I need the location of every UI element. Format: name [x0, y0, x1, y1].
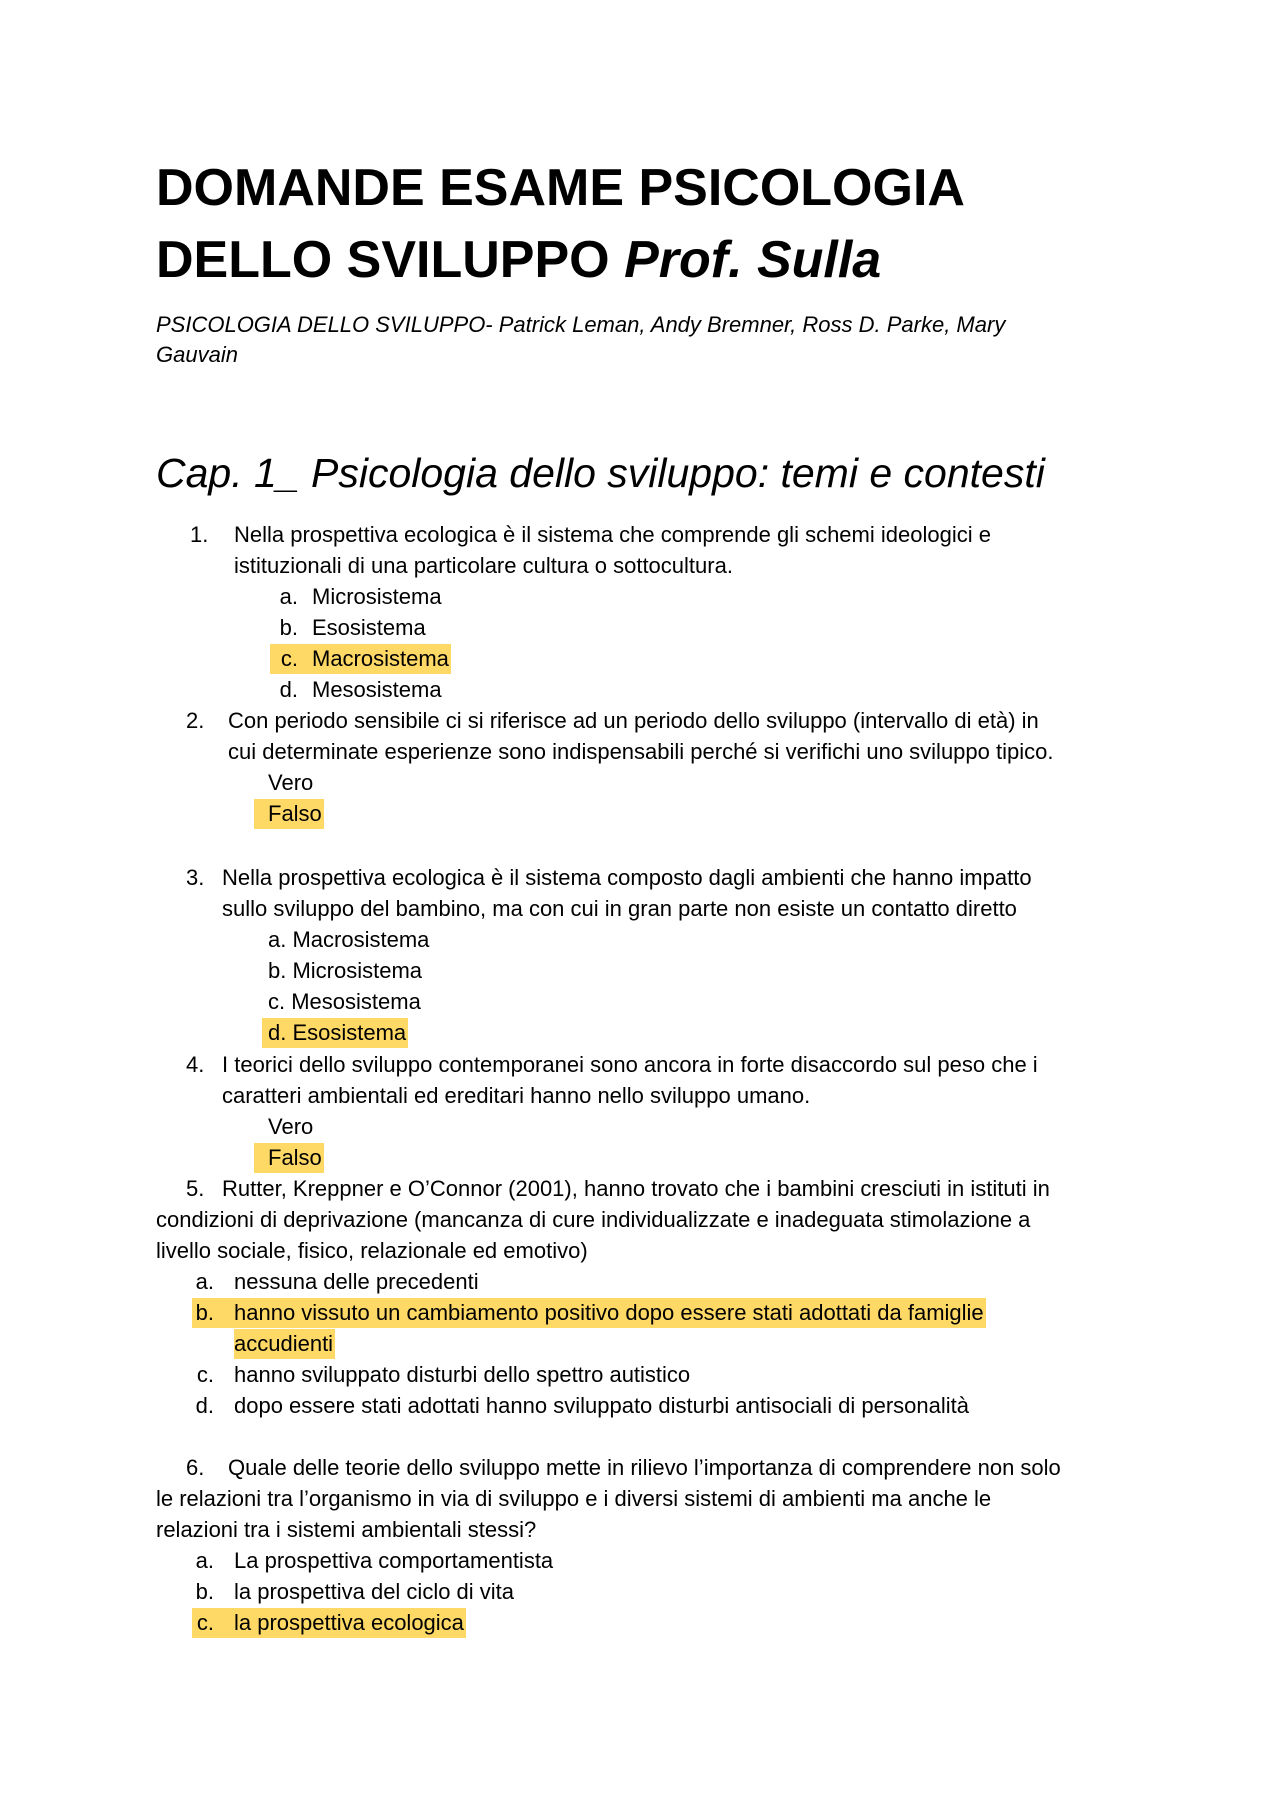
q3-text-line2: sullo sviluppo del bambino, ma con cui in gran parte non esiste un contatto diretto — [222, 896, 1017, 921]
q6-option-b: b. la prospettiva del ciclo di vita — [195, 1579, 515, 1604]
q5-option-b-correct: b. hanno vissuto un cambiamento positivo dopo essere stati adottati da famiglie — [192, 1298, 986, 1328]
q2-number: 2. — [186, 708, 205, 733]
q5-text-line3: livello sociale, fisico, relazionale ed emotivo) — [156, 1238, 588, 1263]
q1-number: 1. — [190, 522, 209, 547]
q6-option-a: a. La prospettiva comportamentista — [195, 1548, 554, 1573]
chapter-heading: Cap. 1_ Psicologia dello sviluppo: temi e contesti — [156, 450, 1045, 496]
book-reference-line1: PSICOLOGIA DELLO SVILUPPO- Patrick Leman, Andy Bremner, Ross D. Parke, Mary — [156, 312, 1006, 337]
doc-title-line1: DOMANDE ESAME PSICOLOGIA — [156, 159, 965, 217]
q6-option-c-correct: c. la prospettiva ecologica — [192, 1608, 466, 1638]
q2-text-line2: cui determinate esperienze sono indispensabili perché si verifichi uno sviluppo tipico. — [228, 739, 1054, 764]
q1-text-line2: istituzionali di una particolare cultura o sottocultura. — [234, 553, 733, 578]
q3-option-c: c. Mesosistema — [268, 989, 421, 1014]
q6-text-line2: le relazioni tra l’organismo in via di sviluppo e i diversi sistemi di ambienti ma anche le — [156, 1486, 992, 1511]
q6-text-line1: Quale delle teorie dello sviluppo mette in rilievo l’importanza di comprendere non solo — [228, 1455, 1061, 1480]
q5-text-line2: condizioni di deprivazione (mancanza di cure individualizzate e inadeguata stimolazione a — [156, 1207, 1031, 1232]
doc-title-professor: Prof. Sulla — [624, 231, 882, 289]
q5-number: 5. — [186, 1176, 205, 1201]
q6-number: 6. — [186, 1455, 205, 1480]
q1-option-b: b. Esosistema — [279, 615, 426, 640]
q5-option-b-correct-continued: accudienti — [234, 1329, 335, 1359]
q3-option-a: a. Macrosistema — [268, 927, 430, 952]
q5-option-d: d. dopo essere stati adottati hanno sviluppato disturbi antisociali di personalità — [195, 1393, 970, 1418]
q1-option-d: d. Mesosistema — [279, 677, 442, 702]
q4-option-false-correct: Falso — [254, 1143, 324, 1173]
q4-text-line2: caratteri ambientali ed ereditari hanno nello sviluppo umano. — [222, 1083, 811, 1108]
q3-option-d-correct: d. Esosistema — [262, 1018, 408, 1048]
doc-title-line2 — [156, 230, 881, 290]
q3-text-line1: Nella prospettiva ecologica è il sistema composto dagli ambienti che hanno impatto — [222, 865, 1032, 890]
q2-option-false-correct: Falso — [254, 799, 324, 829]
doc-title-main: DELLO SVILUPPO — [156, 231, 625, 289]
q5-option-c: c. hanno sviluppato disturbi dello spettro autistico — [196, 1362, 691, 1387]
q3-option-b: b. Microsistema — [268, 958, 423, 983]
q5-text-line1: Rutter, Kreppner e O’Connor (2001), hanno trovato che i bambini cresciuti in istituti in — [222, 1176, 1050, 1201]
q1-text-line1: Nella prospettiva ecologica è il sistema che comprende gli schemi ideologici e — [234, 522, 991, 547]
q2-text-line1: Con periodo sensibile ci si riferisce ad un periodo dello sviluppo (intervallo di età) in — [228, 708, 1039, 733]
q4-number: 4. — [186, 1052, 205, 1077]
q6-text-line3: relazioni tra i sistemi ambientali stessi? — [156, 1517, 537, 1542]
q2-option-true: Vero — [268, 770, 314, 795]
book-reference-line2: Gauvain — [156, 342, 238, 367]
q1-option-a: a. Microsistema — [279, 584, 442, 609]
q1-option-c-correct: c. Macrosistema — [270, 644, 451, 674]
q3-number: 3. — [186, 865, 205, 890]
q4-text-line1: I teorici dello sviluppo contemporanei sono ancora in forte disaccordo sul peso che i — [222, 1052, 1038, 1077]
q5-option-a: a. nessuna delle precedenti — [195, 1269, 479, 1294]
q4-option-true: Vero — [268, 1114, 314, 1139]
